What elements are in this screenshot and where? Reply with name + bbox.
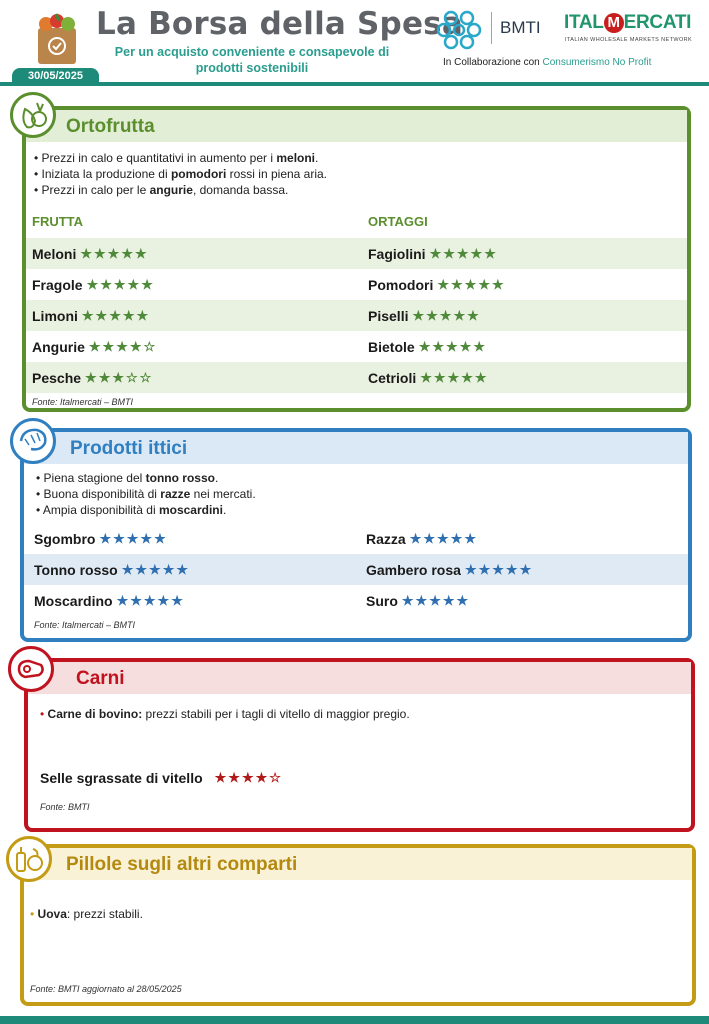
star-empty-icon: ☆: [139, 370, 152, 385]
star-filled-icon: ★: [121, 562, 134, 577]
rating-item-name: Fragole: [32, 276, 83, 293]
star-filled-icon: ★: [484, 246, 496, 261]
star-filled-icon: ★: [157, 593, 170, 608]
star-filled-icon: ★: [129, 339, 142, 354]
rating-item-name: Pesche: [32, 369, 82, 386]
fruit-vegetable-icon: [10, 92, 56, 138]
star-rating: [87, 278, 155, 291]
rating-item-name: Moscardino: [34, 592, 113, 609]
rating-item-name: Pomodori: [368, 276, 434, 293]
star-filled-icon: ★: [478, 277, 490, 292]
rating-item-name: Fagiolini: [368, 245, 426, 262]
pillole-note: • Uova: prezzi stabili.: [30, 907, 143, 921]
star-filled-icon: ★: [451, 277, 463, 292]
star-filled-icon: ★: [149, 562, 161, 577]
star-filled-icon: ★: [135, 562, 148, 577]
rating-item: [368, 300, 481, 331]
rating-item: [34, 554, 190, 585]
rating-item-name: Selle sgrassate di vitello: [40, 769, 203, 786]
star-filled-icon: ★: [429, 593, 441, 608]
star-rating: [419, 340, 487, 353]
rating-item-selle-vitello: [40, 762, 283, 793]
star-filled-icon: ★: [464, 531, 476, 546]
rating-item: [366, 554, 533, 585]
star-filled-icon: ★: [116, 339, 128, 354]
star-filled-icon: ★: [432, 339, 444, 354]
rating-item-name: Angurie: [32, 338, 85, 355]
star-filled-icon: ★: [126, 531, 139, 546]
star-filled-icon: ★: [134, 246, 147, 261]
carni-title: Carni: [76, 668, 125, 689]
carni-section: [24, 658, 695, 832]
star-filled-icon: ★: [94, 246, 106, 261]
star-rating: [117, 594, 185, 607]
rating-item: [368, 269, 506, 300]
star-filled-icon: ★: [95, 308, 108, 323]
star-filled-icon: ★: [102, 339, 115, 354]
star-filled-icon: ★: [80, 246, 92, 261]
rating-item-name: Piselli: [368, 307, 409, 324]
star-filled-icon: ★: [474, 370, 487, 385]
star-filled-icon: ★: [429, 246, 442, 261]
rating-item-name: Meloni: [32, 245, 77, 262]
rating-item: [32, 269, 155, 300]
logo-separator: [491, 12, 492, 44]
star-filled-icon: ★: [464, 562, 477, 577]
star-filled-icon: ★: [228, 770, 240, 785]
star-rating: [215, 771, 283, 784]
star-filled-icon: ★: [464, 277, 477, 292]
star-rating: [437, 278, 505, 291]
header-divider: [0, 82, 709, 86]
rating-item: [368, 238, 498, 269]
star-rating: [82, 309, 150, 322]
star-filled-icon: ★: [130, 593, 142, 608]
star-filled-icon: ★: [255, 770, 268, 785]
star-filled-icon: ★: [141, 277, 153, 292]
star-filled-icon: ★: [214, 770, 227, 785]
star-filled-icon: ★: [439, 308, 452, 323]
ittici-source: Fonte: Italmercati – BMTI: [34, 620, 136, 630]
star-filled-icon: ★: [140, 531, 153, 546]
star-filled-icon: ★: [437, 531, 449, 546]
star-filled-icon: ★: [122, 308, 135, 323]
pillole-section: [20, 844, 696, 1006]
ittici-title: Prodotti ittici: [70, 438, 188, 459]
star-filled-icon: ★: [456, 593, 469, 608]
rating-item-name: Limoni: [32, 307, 78, 324]
carni-source: Fonte: BMTI: [40, 802, 90, 812]
star-filled-icon: ★: [98, 370, 111, 385]
star-filled-icon: ★: [437, 277, 449, 292]
star-filled-icon: ★: [86, 277, 99, 292]
footer-divider: [0, 1016, 709, 1024]
star-rating: [99, 532, 167, 545]
star-filled-icon: ★: [453, 308, 466, 323]
page-header: [0, 0, 709, 88]
rating-item: [366, 585, 470, 616]
page-title: La Borsa della Spesa: [96, 6, 463, 42]
ortofrutta-section: [22, 106, 691, 412]
star-filled-icon: ★: [136, 308, 149, 323]
rating-item: [368, 331, 487, 362]
star-filled-icon: ★: [423, 531, 435, 546]
rating-item-name: Sgombro: [34, 530, 96, 547]
ittici-notes: [36, 470, 256, 518]
star-filled-icon: ★: [109, 308, 121, 323]
star-filled-icon: ★: [420, 370, 432, 385]
collaboration-note: In Collaborazione con Consumerismo No Profit: [443, 57, 652, 68]
star-filled-icon: ★: [107, 246, 120, 261]
star-rating: [122, 563, 190, 576]
italmercati-tagline: ITALIAN WHOLESALE MARKETS NETWORK: [565, 37, 693, 43]
star-filled-icon: ★: [81, 308, 94, 323]
rating-item: [32, 238, 149, 269]
star-filled-icon: ★: [116, 593, 129, 608]
grocery-items-icon: [6, 836, 52, 882]
carni-note: • Carne di bovino: prezzi stabili per i tagli di vitello di maggior pregio.: [40, 707, 410, 721]
ittici-note: • Buona disponibilità di razze nei mercati.: [36, 486, 256, 502]
star-filled-icon: ★: [442, 593, 455, 608]
ittici-section: [20, 428, 692, 642]
star-filled-icon: ★: [443, 246, 455, 261]
meat-steak-icon: [8, 646, 54, 692]
rating-item-name: Bietole: [368, 338, 415, 355]
star-filled-icon: ★: [478, 562, 491, 577]
star-filled-icon: ★: [99, 531, 112, 546]
star-rating: [85, 371, 153, 384]
ittici-note: • Piena stagione del tonno rosso.: [36, 470, 256, 486]
star-filled-icon: ★: [113, 531, 125, 546]
ortofrutta-note: • Iniziata la produzione di pomodori rossi in piena aria.: [34, 166, 327, 182]
ortofrutta-note: • Prezzi in calo per le angurie, domanda bassa.: [34, 182, 327, 198]
collaboration-partner: Consumerismo No Profit: [542, 57, 652, 68]
ittici-note: • Ampia disponibilità di moscardini.: [36, 502, 256, 518]
star-rating: [412, 309, 480, 322]
ortofrutta-title: Ortofrutta: [66, 116, 155, 137]
rating-item: [366, 523, 478, 554]
rating-item-name: Gambero rosa: [366, 561, 461, 578]
star-rating: [465, 563, 533, 576]
star-rating: [410, 532, 478, 545]
star-filled-icon: ★: [154, 531, 166, 546]
star-filled-icon: ★: [473, 339, 485, 354]
star-rating: [80, 247, 148, 260]
star-filled-icon: ★: [446, 339, 458, 354]
pillole-source: Fonte: BMTI aggiornato al 28/05/2025: [30, 984, 182, 994]
star-filled-icon: ★: [176, 562, 189, 577]
star-filled-icon: ★: [418, 339, 431, 354]
star-filled-icon: ★: [519, 562, 532, 577]
star-filled-icon: ★: [461, 370, 473, 385]
frutta-column-header: FRUTTA: [32, 214, 84, 229]
star-filled-icon: ★: [470, 246, 483, 261]
carni-header: [28, 662, 691, 694]
star-filled-icon: ★: [467, 308, 479, 323]
rating-item: [368, 362, 489, 393]
shopping-bag-logo-icon: [34, 12, 80, 66]
star-filled-icon: ★: [143, 593, 156, 608]
star-filled-icon: ★: [88, 339, 101, 354]
star-filled-icon: ★: [505, 562, 518, 577]
star-filled-icon: ★: [85, 370, 97, 385]
star-filled-icon: ★: [447, 370, 460, 385]
star-filled-icon: ★: [162, 562, 175, 577]
star-filled-icon: ★: [415, 593, 428, 608]
rating-item: [32, 362, 153, 393]
star-filled-icon: ★: [459, 339, 472, 354]
pillole-title: Pillole sugli altri comparti: [66, 854, 298, 875]
star-filled-icon: ★: [171, 593, 183, 608]
star-filled-icon: ★: [127, 277, 140, 292]
ortofrutta-note: • Prezzi in calo e quantitativi in aumento per i meloni.: [34, 150, 327, 166]
shrimp-icon: [10, 418, 56, 464]
star-filled-icon: ★: [433, 370, 446, 385]
ortofrutta-source: Fonte: Italmercati – BMTI: [32, 397, 134, 407]
rating-item-name: Suro: [366, 592, 398, 609]
star-filled-icon: ★: [100, 277, 112, 292]
rating-item-name: Tonno rosso: [34, 561, 118, 578]
star-filled-icon: ★: [426, 308, 438, 323]
rating-item: [32, 300, 150, 331]
star-filled-icon: ★: [492, 562, 504, 577]
star-filled-icon: ★: [401, 593, 414, 608]
star-filled-icon: ★: [112, 370, 125, 385]
bmti-logo-text: BMTI: [500, 18, 541, 37]
star-filled-icon: ★: [456, 246, 469, 261]
ortofrutta-notes: [34, 150, 327, 198]
italmercati-logo: ITAL M ERCATI: [564, 12, 692, 33]
star-filled-icon: ★: [241, 770, 254, 785]
rating-item-name: Razza: [366, 530, 406, 547]
star-rating: [89, 340, 157, 353]
ortaggi-column-header: ORTAGGI: [368, 214, 428, 229]
star-rating: [420, 371, 488, 384]
star-empty-icon: ☆: [126, 370, 138, 385]
rating-item: [34, 523, 168, 554]
rating-item-name: Cetrioli: [368, 369, 417, 386]
star-filled-icon: ★: [113, 277, 126, 292]
star-filled-icon: ★: [121, 246, 133, 261]
date-badge: 30/05/2025: [12, 68, 99, 84]
star-filled-icon: ★: [450, 531, 463, 546]
rating-item: [34, 585, 185, 616]
star-filled-icon: ★: [409, 531, 422, 546]
star-empty-icon: ☆: [269, 770, 281, 785]
star-rating: [430, 247, 498, 260]
star-filled-icon: ★: [491, 277, 504, 292]
bmti-logo-icon: [436, 6, 482, 52]
star-empty-icon: ☆: [143, 339, 156, 354]
star-rating: [402, 594, 470, 607]
page-subtitle: Per un acquisto conveniente e consapevole di prodotti sostenibili: [114, 45, 390, 75]
rating-item: [32, 331, 157, 362]
star-filled-icon: ★: [412, 308, 425, 323]
